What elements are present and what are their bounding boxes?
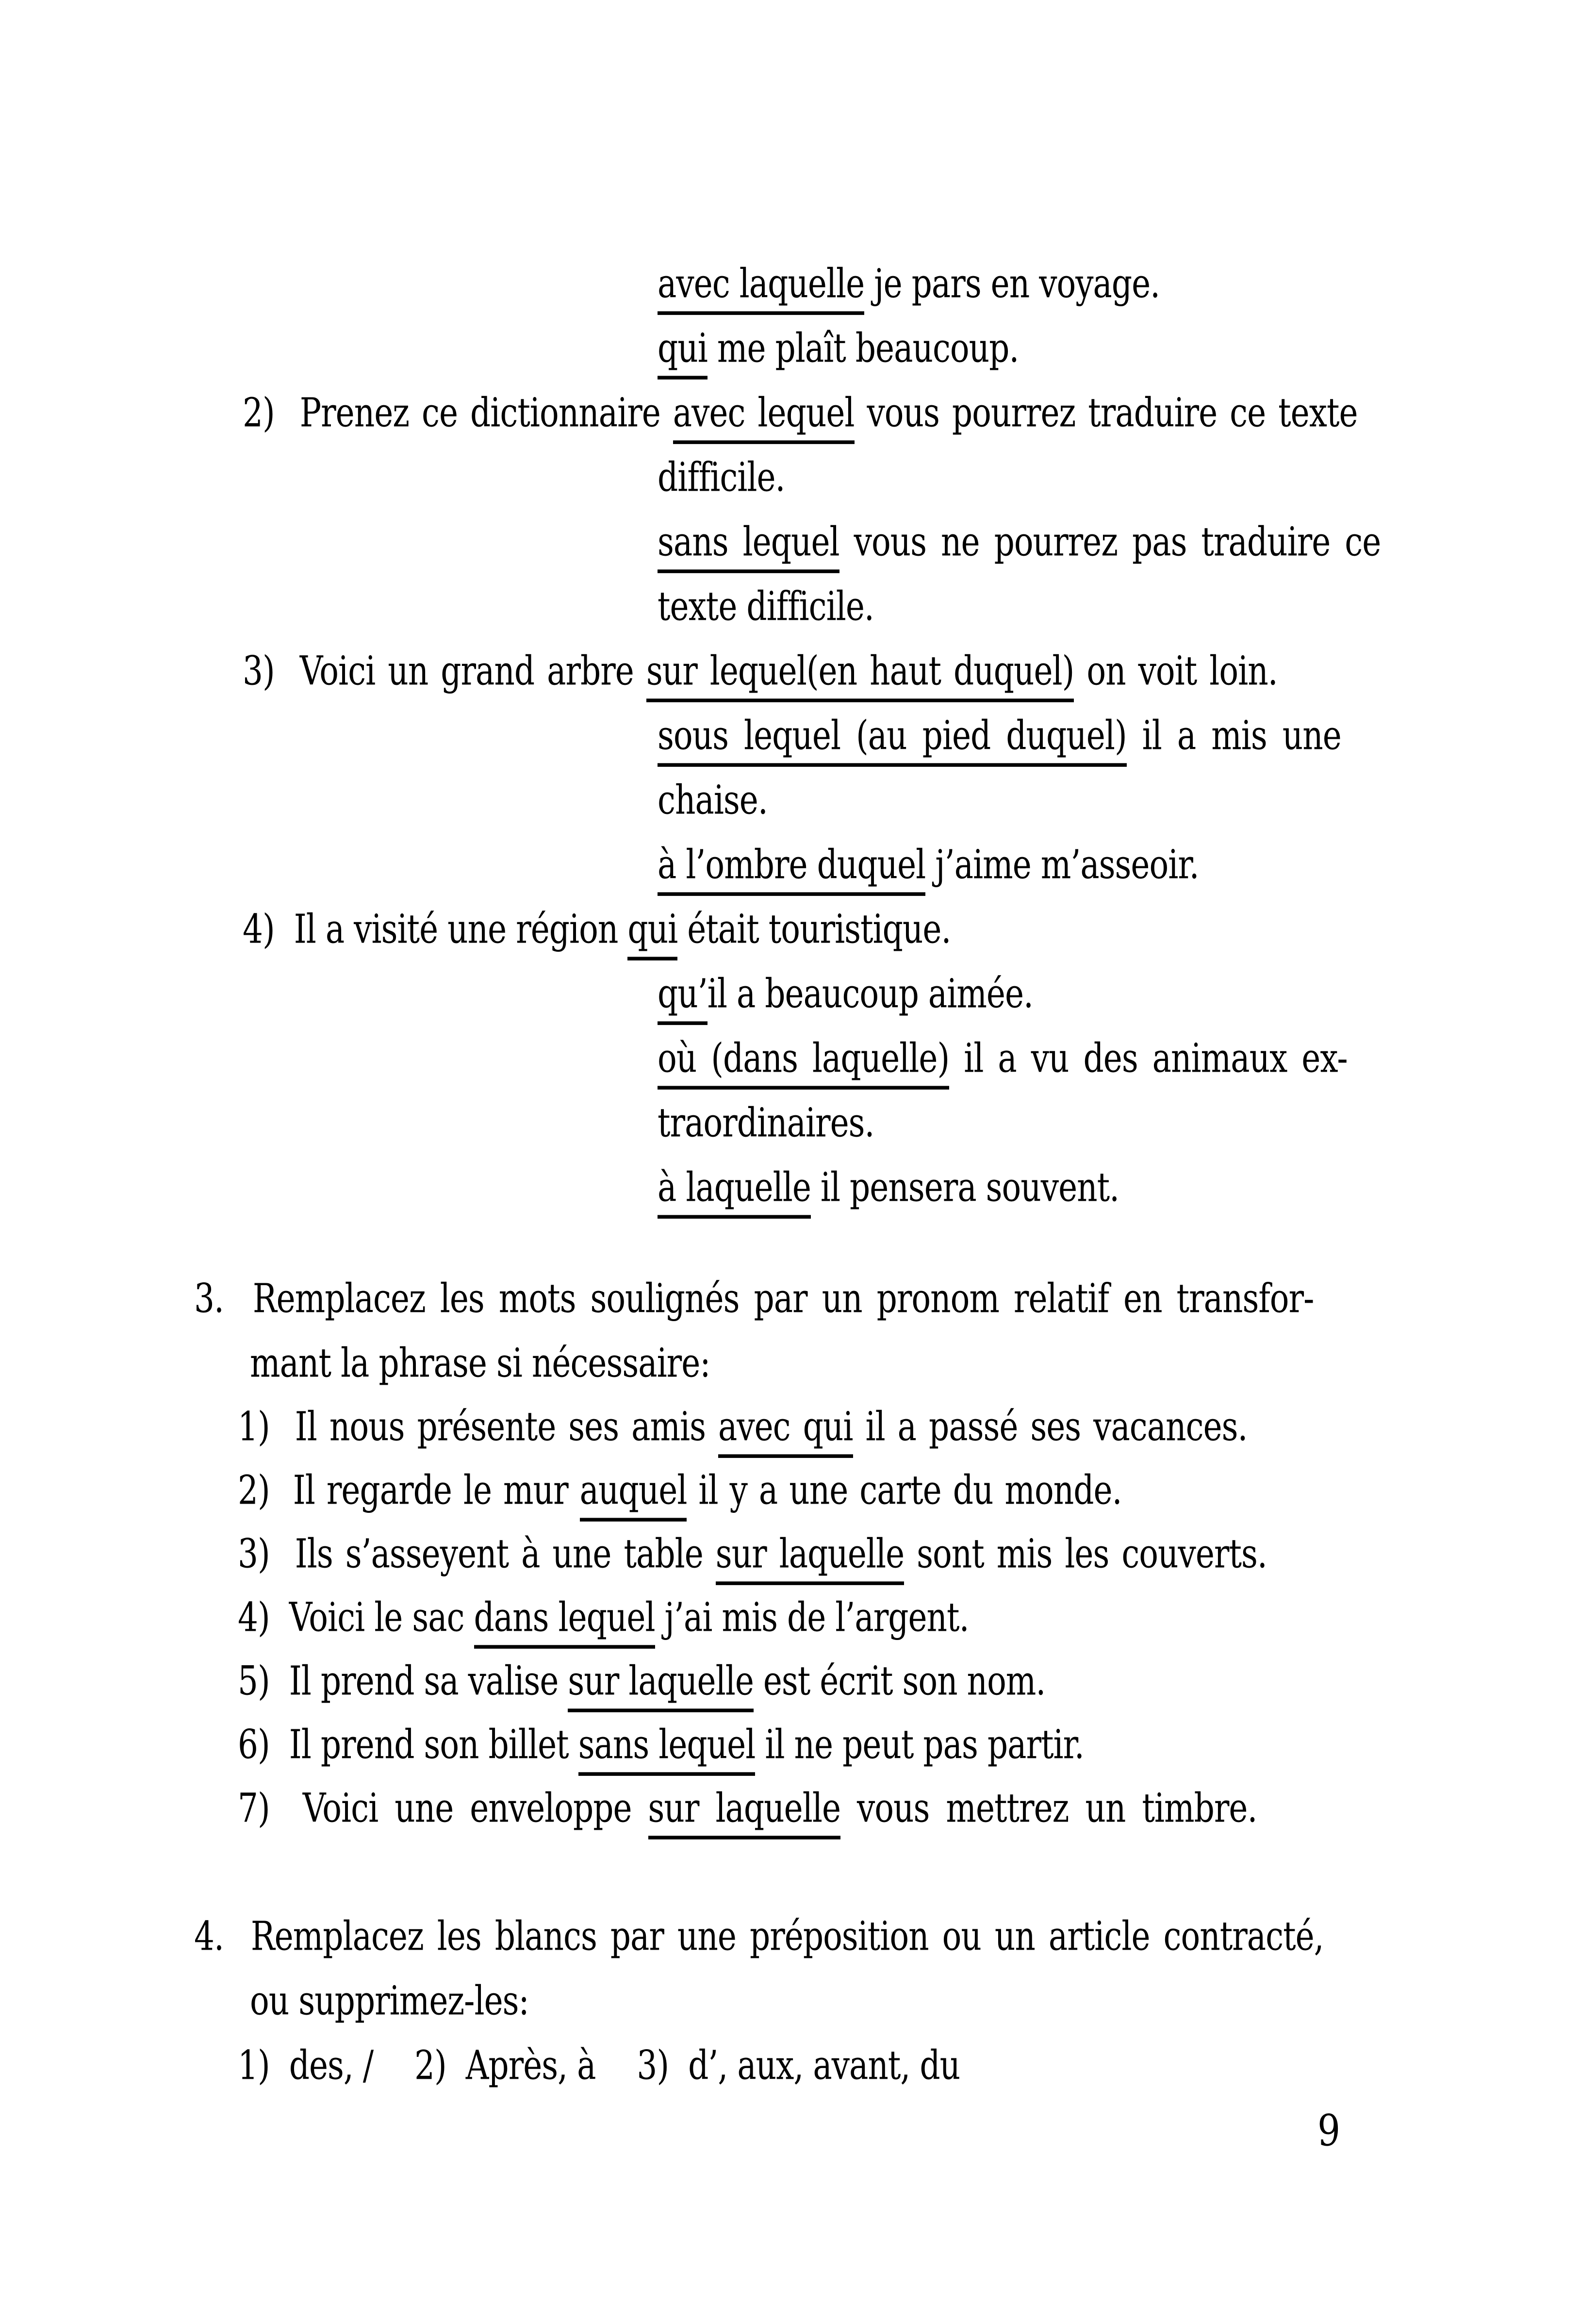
text-segment: j’ai mis de l’argent.: [655, 1594, 969, 1641]
underlined-text: où (dans laquelle): [658, 1035, 949, 1090]
underlined-text: qu’: [658, 970, 708, 1025]
underlined-text: avec lequel: [673, 389, 855, 444]
text-segment: ou supprimez-les:: [250, 1977, 529, 2024]
text-line: [243, 645, 1278, 697]
text-line: [238, 1401, 1247, 1453]
underlined-text: sur laquelle: [568, 1657, 753, 1712]
underlined-text: qui: [627, 906, 677, 961]
text-line: [658, 516, 1381, 568]
text-line: [658, 968, 1033, 1020]
text-segment: 7) Voici une enveloppe: [238, 1785, 648, 1832]
text-line: [658, 710, 1341, 762]
text-segment: 4) Il a visité une région: [243, 906, 628, 953]
text-segment: mant la phrase si nécessaire:: [250, 1340, 710, 1387]
underlined-text: auquel: [580, 1467, 687, 1522]
text-segment: difficile.: [658, 454, 785, 501]
text-segment: on voit loin.: [1074, 647, 1278, 695]
text-segment: vous ne pourrez pas traduire ce: [839, 518, 1381, 565]
text-segment: sont mis les couverts.: [904, 1530, 1267, 1577]
text-line: [194, 1910, 1324, 1962]
text-segment: est écrit son nom.: [753, 1657, 1046, 1705]
text-line: [243, 387, 1358, 439]
text-line: [238, 1591, 969, 1643]
page-number: 9: [1317, 2105, 1341, 2156]
text-line: [238, 1655, 1045, 1707]
text-line: [238, 2039, 960, 2091]
underlined-text: avec laquelle: [658, 260, 864, 315]
text-segment: il a beaucoup aimée.: [707, 970, 1034, 1017]
text-segment: il ne peut pas partir.: [755, 1721, 1084, 1768]
text-segment: était touristique.: [677, 906, 951, 953]
text-line: [238, 1782, 1257, 1834]
underlined-text: à l’ombre duquel: [658, 841, 925, 896]
text-segment: 4. Remplacez les blancs par une préposition ou un article contracté,: [194, 1913, 1324, 1960]
text-line: [658, 1097, 874, 1149]
text-segment: texte difficile.: [658, 583, 874, 630]
text-segment: 6) Il prend son billet: [238, 1721, 578, 1768]
underlined-text: sans lequel: [658, 518, 839, 573]
text-line: [658, 839, 1199, 891]
text-segment: j’aime m’asseoir.: [925, 841, 1199, 888]
underlined-text: avec qui: [718, 1403, 853, 1458]
text-segment: chaise.: [658, 777, 768, 824]
text-segment: 1) Il nous présente ses amis: [238, 1403, 718, 1450]
text-segment: 1) des, / 2) Après, à 3) d’, aux, avant, du: [238, 2042, 960, 2089]
underlined-text: dans lequel: [474, 1594, 655, 1649]
underlined-text: sur laquelle: [648, 1785, 840, 1839]
text-line: [238, 1719, 1084, 1771]
underlined-text: qui: [658, 325, 708, 380]
text-segment: je pars en voyage.: [864, 260, 1160, 307]
text-line: [238, 1464, 1122, 1516]
text-line: [194, 1273, 1314, 1325]
text-line: [658, 774, 768, 826]
text-line: [238, 1528, 1267, 1580]
text-segment: il a mis une: [1126, 712, 1341, 759]
text-line: [658, 1032, 1348, 1084]
text-line: [658, 1161, 1119, 1213]
text-segment: traordinaires.: [658, 1099, 874, 1146]
text-line: [250, 1975, 529, 2027]
text-segment: il y a une carte du monde.: [687, 1467, 1122, 1514]
text-segment: me plaît beaucoup.: [707, 325, 1019, 372]
text-line: [250, 1337, 710, 1389]
underlined-text: à laquelle: [658, 1164, 811, 1219]
text-line: [658, 580, 874, 632]
underlined-text: sur laquelle: [716, 1530, 904, 1585]
text-segment: 3. Remplacez les mots soulignés par un pronom relatif en transfor-: [194, 1275, 1314, 1322]
text-segment: vous pourrez traduire ce texte: [854, 389, 1358, 436]
text-segment: 3) Voici un grand arbre: [243, 647, 646, 695]
underlined-text: sans lequel: [578, 1721, 756, 1776]
text-segment: il a passé ses vacances.: [853, 1403, 1248, 1450]
text-segment: il pensera souvent.: [810, 1164, 1119, 1211]
text-line: [658, 451, 785, 503]
text-segment: 5) Il prend sa valise: [238, 1657, 568, 1705]
text-line: [243, 903, 951, 955]
text-segment: 4) Voici le sac: [238, 1594, 474, 1641]
text-line: [658, 258, 1160, 310]
text-segment: vous mettrez un timbre.: [840, 1785, 1257, 1832]
text-line: [658, 322, 1019, 374]
text-segment: il a vu des animaux ex-: [949, 1035, 1348, 1082]
underlined-text: sur lequel(en haut duquel): [646, 647, 1074, 702]
text-segment: 3) Ils s’asseyent à une table: [238, 1530, 716, 1577]
text-segment: 2) Il regarde le mur: [238, 1467, 580, 1514]
underlined-text: sous lequel (au pied duquel): [658, 712, 1127, 767]
text-segment: 2) Prenez ce dictionnaire: [243, 389, 673, 436]
